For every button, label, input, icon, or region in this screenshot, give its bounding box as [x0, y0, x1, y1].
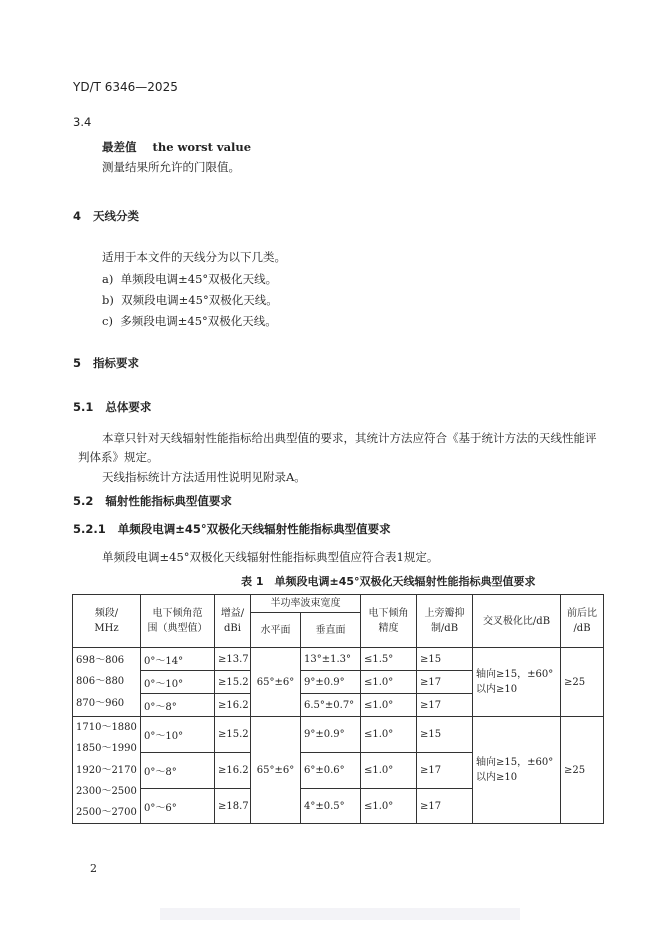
accuracy-cell: ≤1.0°: [361, 717, 417, 753]
tilt-range-cell: 0°～10°: [141, 671, 215, 694]
section-5-title: 指标要求: [93, 356, 140, 370]
section-5-number: 5: [73, 356, 82, 370]
clause-number-3-4: 3.4: [73, 115, 92, 129]
sidelobe-cell: ≥15: [417, 717, 473, 753]
table-row: [73, 648, 604, 671]
vertical-cell: 13°±1.3°: [301, 648, 361, 671]
term-chinese: 最差值: [102, 140, 137, 154]
header-horizontal: 水平面: [251, 613, 301, 648]
gain-cell: ≥16.2: [215, 694, 251, 717]
term-english: the worst value: [152, 140, 252, 154]
accuracy-cell: ≤1.5°: [361, 648, 417, 671]
header-xpol: 交叉极化比/dB: [473, 595, 561, 648]
header-beamwidth: 半功率波束宽度: [251, 595, 361, 613]
front-back-cell: ≥25: [561, 648, 604, 717]
sidelobe-cell: ≥17: [417, 788, 473, 824]
tilt-range-cell: 0°～10°: [141, 717, 215, 753]
list-item: [102, 313, 277, 329]
section-5-2-title: 辐射性能指标典型值要求: [105, 494, 232, 508]
header-vertical: 垂直面: [301, 613, 361, 648]
section-5-1-paragraph-line2: 判体系》规定。: [78, 450, 159, 464]
section-5-2-1-heading: [73, 521, 391, 537]
list-item-marker: b): [102, 293, 114, 307]
sidelobe-cell: ≥17: [417, 752, 473, 788]
section-4-number: 4: [73, 209, 82, 223]
band-list: 1710～1880 1850～1990 1920～2170 2300～2500 2500～2700: [73, 717, 141, 824]
accuracy-cell: ≤1.0°: [361, 788, 417, 824]
gain-cell: ≥13.7: [215, 648, 251, 671]
xpol-cell: 轴向≥15，±60° 以内≥10: [473, 648, 561, 717]
section-5-heading: [73, 355, 139, 371]
list-item-text: 多频段电调±45°双极化天线。: [120, 314, 277, 328]
gain-cell: ≥15.2: [215, 717, 251, 753]
header-band: 频段/ MHz: [73, 595, 141, 648]
xpol-cell: 轴向≥15，±60° 以内≥10: [473, 717, 561, 824]
table-row: [73, 717, 604, 753]
header-sidelobe: 上旁瓣抑 制/dB: [417, 595, 473, 648]
section-5-2-number: 5.2: [73, 494, 94, 508]
section-4-intro: 适用于本文件的天线分为以下几类。: [102, 250, 286, 264]
vertical-cell: 9°±0.9°: [301, 717, 361, 753]
term-heading: [102, 139, 251, 155]
section-5-1-heading: [73, 399, 151, 415]
vertical-cell: 9°±0.9°: [301, 671, 361, 694]
sidelobe-cell: ≥17: [417, 671, 473, 694]
list-item-text: 单频段电调±45°双极化天线。: [120, 272, 278, 286]
list-item: [102, 271, 277, 287]
gain-cell: ≥18.7: [215, 788, 251, 824]
list-item-marker: c): [102, 314, 113, 328]
section-4-title: 天线分类: [93, 209, 140, 223]
gain-cell: ≥15.2: [215, 671, 251, 694]
header-gain: 增益/ dBi: [215, 595, 251, 648]
sidelobe-cell: ≥15: [417, 648, 473, 671]
tilt-range-cell: 0°～8°: [141, 752, 215, 788]
term-definition: 测量结果所允许的门限值。: [102, 160, 240, 174]
list-item-text: 双频段电调±45°双极化天线。: [121, 293, 278, 307]
header-front-back: 前后比 /dB: [561, 595, 604, 648]
table-caption: 表 1 单频段电调±45°双极化天线辐射性能指标典型值要求: [241, 575, 536, 588]
page-number: 2: [90, 862, 97, 875]
spec-table: [72, 594, 604, 824]
accuracy-cell: ≤1.0°: [361, 671, 417, 694]
list-item: [102, 292, 278, 308]
section-5-2-heading: [73, 493, 232, 509]
section-5-1-note: 天线指标统计方法适用性说明见附录A。: [102, 470, 306, 484]
section-5-2-1-title: 单频段电调±45°双极化天线辐射性能指标典型值要求: [117, 522, 391, 536]
document-header: YD/T 6346—2025: [73, 80, 178, 94]
header-tilt-accuracy: 电下倾角 精度: [361, 595, 417, 648]
section-5-2-1-paragraph: 单频段电调±45°双极化天线辐射性能指标典型值应符合表1规定。: [102, 550, 439, 564]
section-5-1-title: 总体要求: [105, 400, 152, 414]
tilt-range-cell: 0°～6°: [141, 788, 215, 824]
horizontal-cell: 65°±6°: [251, 648, 301, 717]
footer-watermark-strip: [160, 908, 520, 920]
gain-cell: ≥16.2: [215, 752, 251, 788]
accuracy-cell: ≤1.0°: [361, 752, 417, 788]
front-back-cell: ≥25: [561, 717, 604, 824]
header-tilt-range: 电下倾角范 围（典型值）: [141, 595, 215, 648]
vertical-cell: 6.5°±0.7°: [301, 694, 361, 717]
sidelobe-cell: ≥17: [417, 694, 473, 717]
section-5-1-paragraph-line1: 本章只针对天线辐射性能指标给出典型值的要求，其统计方法应符合《基于统计方法的天线性能评: [102, 431, 597, 445]
accuracy-cell: ≤1.0°: [361, 694, 417, 717]
tilt-range-cell: 0°～8°: [141, 694, 215, 717]
section-5-1-number: 5.1: [73, 400, 94, 414]
horizontal-cell: 65°±6°: [251, 717, 301, 824]
vertical-cell: 4°±0.5°: [301, 788, 361, 824]
tilt-range-cell: 0°～14°: [141, 648, 215, 671]
section-4-heading: [73, 208, 139, 224]
section-5-2-1-number: 5.2.1: [73, 522, 106, 536]
list-item-marker: a): [102, 272, 114, 286]
band-list: 698～806 806～880 870～960: [73, 648, 141, 717]
vertical-cell: 6°±0.6°: [301, 752, 361, 788]
